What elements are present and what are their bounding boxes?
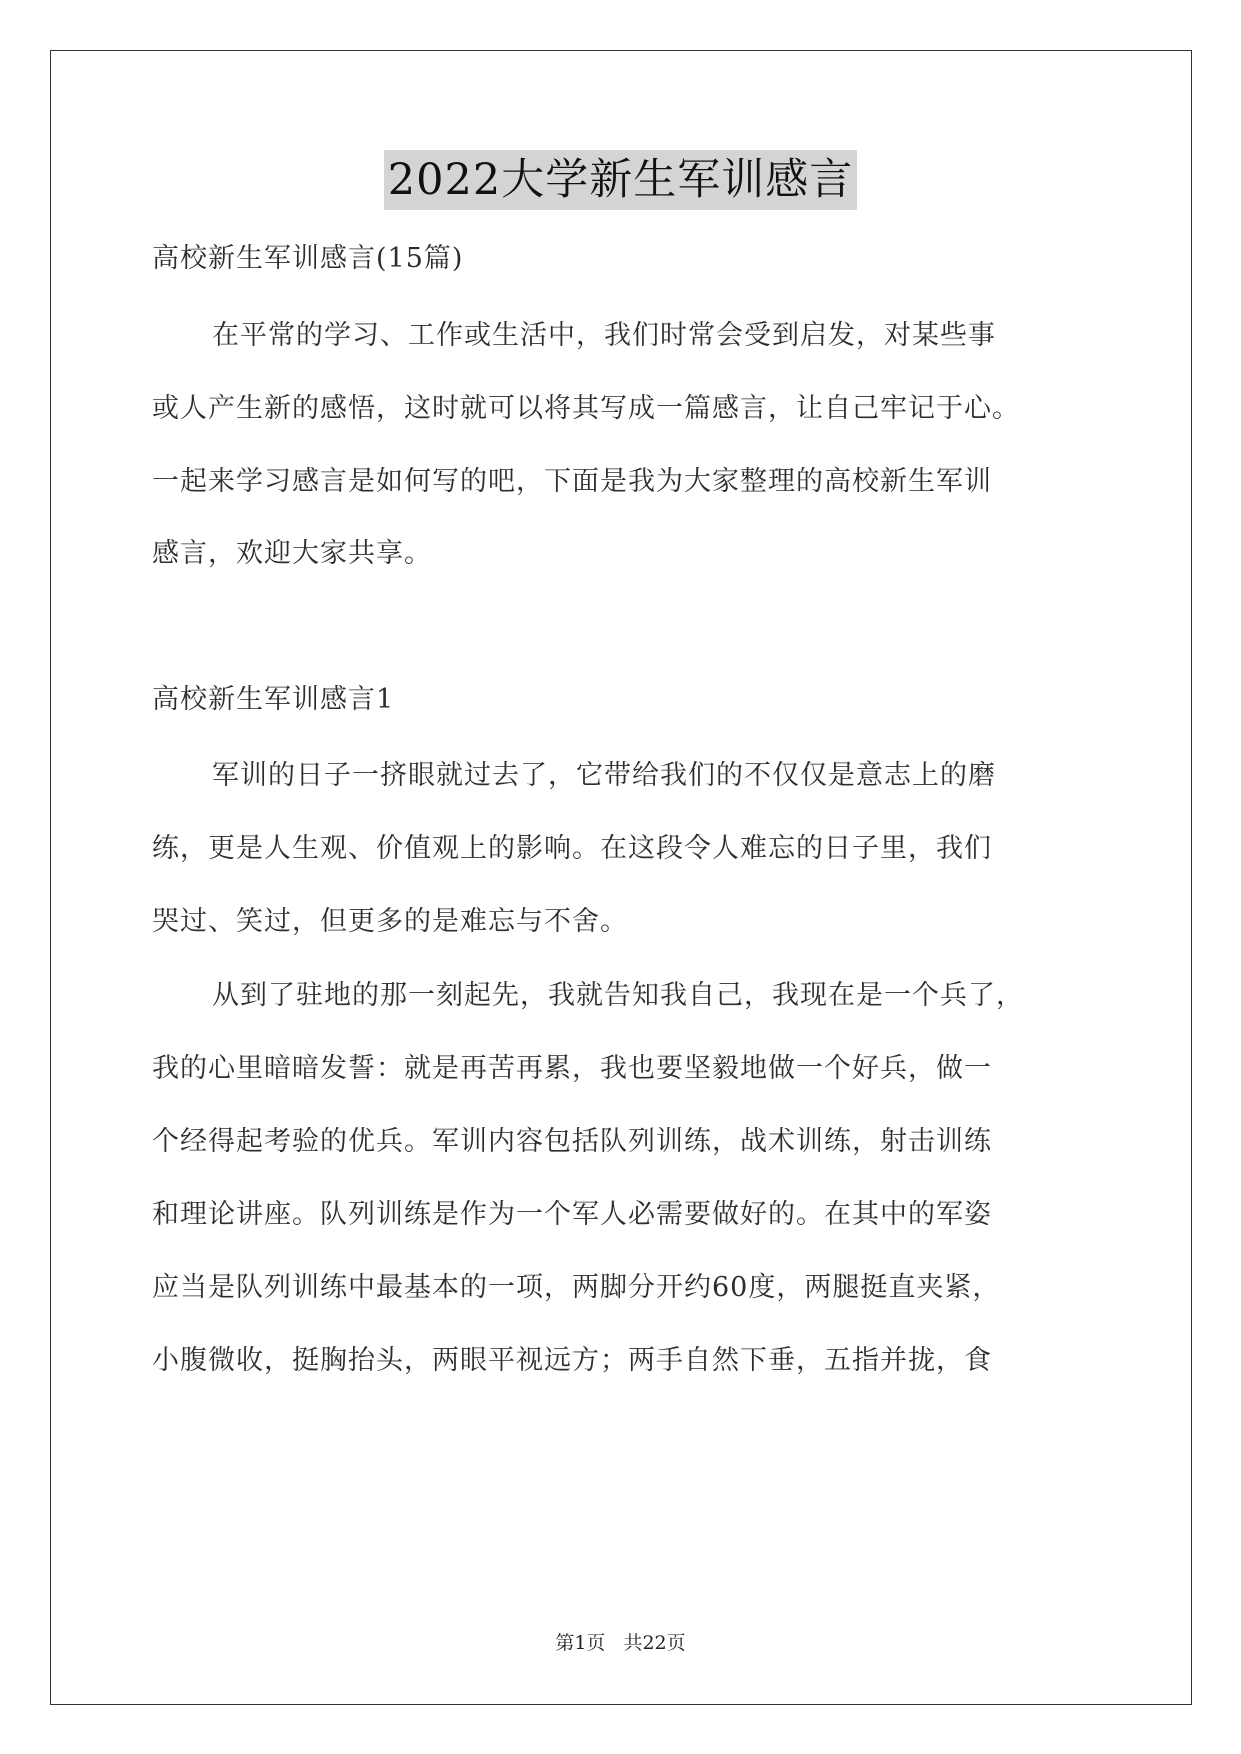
section-heading: 高校新生军训感言1 — [152, 684, 395, 715]
paragraph-line: 感言，欢迎大家共享。 — [152, 538, 432, 569]
paragraph-line: 小腹微收，挺胸抬头，两眼平视远方；两手自然下垂，五指并拢，食 — [152, 1345, 992, 1376]
page-total: 共22页 — [623, 1632, 686, 1654]
paragraph-line: 在平常的学习、工作或生活中，我们时常会受到启发，对某些事 — [212, 320, 996, 351]
paragraph-line: 个经得起考验的优兵。军训内容包括队列训练，战术训练，射击训练 — [152, 1126, 992, 1157]
paragraph-line: 从到了驻地的那一刻起先，我就告知我自己，我现在是一个兵了， — [212, 980, 1024, 1011]
page-footer — [0, 1630, 1241, 1656]
page-number: 第1页 — [555, 1632, 606, 1654]
document-title: 2022大学新生军训感言 — [384, 150, 857, 210]
paragraph-line: 练，更是人生观、价值观上的影响。在这段令人难忘的日子里，我们 — [152, 833, 992, 864]
paragraph-line: 和理论讲座。队列训练是作为一个军人必需要做好的。在其中的军姿 — [152, 1199, 992, 1230]
paragraph-line: 我的心里暗暗发誓：就是再苦再累，我也要坚毅地做一个好兵，做一 — [152, 1053, 992, 1084]
title-container — [0, 150, 1241, 210]
subtitle-line: 高校新生军训感言(15篇) — [152, 243, 464, 274]
page-border — [50, 50, 1192, 1705]
paragraph-line: 军训的日子一挤眼就过去了，它带给我们的不仅仅是意志上的磨 — [212, 760, 996, 791]
paragraph-line: 哭过、笑过，但更多的是难忘与不舍。 — [152, 906, 628, 937]
paragraph-line: 一起来学习感言是如何写的吧，下面是我为大家整理的高校新生军训 — [152, 466, 992, 497]
paragraph-line: 应当是队列训练中最基本的一项，两脚分开约60度，两腿挺直夹紧， — [152, 1272, 1001, 1303]
paragraph-line: 或人产生新的感悟，这时就可以将其写成一篇感言，让自己牢记于心。 — [152, 393, 1020, 424]
